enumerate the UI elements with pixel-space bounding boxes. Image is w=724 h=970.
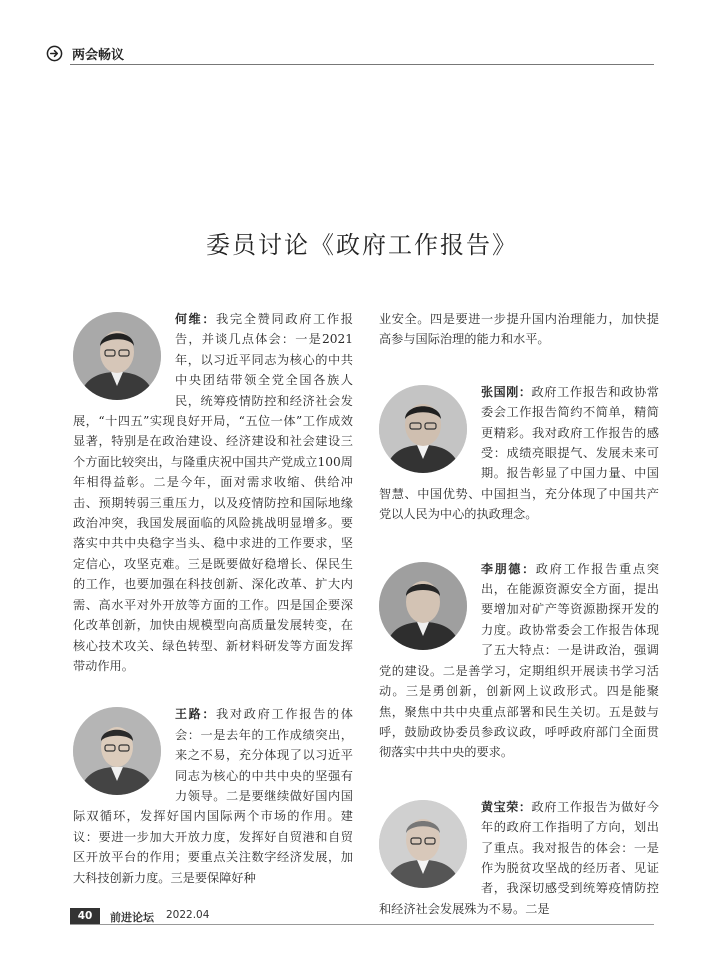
magazine-name: 前进论坛: [110, 911, 154, 924]
speaker-name: 王路：: [175, 707, 217, 722]
speaker-entry: [379, 559, 659, 763]
article-title: 委员讨论《政府工作报告》: [206, 231, 518, 259]
speaker-text: 政府工作报告和政协常委会工作报告简约不简单，精简更精彩。我对政府工作报告的感受：成绩亮眼提气、发展未来可期。报告彰显了中国力量、中国智慧、中国优势、中国担当，充分体现了中国共产党以人民为中心的执政理念。: [379, 384, 659, 522]
speaker-entry: [379, 797, 659, 919]
speaker-name: 张国刚：: [481, 384, 532, 399]
left-column: [73, 309, 353, 888]
continued-text: 业安全。四是要进一步提升国内治理能力，加快提高参与国际治理的能力和水平。: [379, 312, 659, 347]
portrait-photo: [379, 385, 467, 473]
arrow-circle-icon: [46, 45, 63, 62]
portrait-photo: [379, 800, 467, 888]
speaker-text: 政府工作报告重点突出，在能源资源安全方面，提出要增加对矿产等资源勘探开发的力度。政协常委会工作报告体现了五大特点：一是讲政治，强调党的建设。二是善学习，定期组织开展读书学习活动。三是勇创新，创新网上议政形式。四是能聚焦，聚焦中共中央重点部署和民生关切。五是鼓与呼，鼓励政协委员参政议政，呼呼政府部门全面贯彻落实中共中央的要求。: [379, 561, 659, 760]
portrait-photo: [73, 707, 161, 795]
speaker-entry: [73, 309, 353, 676]
speaker-name: 李朋德：: [481, 561, 536, 576]
portrait-photo: [73, 312, 161, 400]
speaker-text: 我对政府工作报告的体会：一是去年的工作成绩突出，来之不易，充分体现了以习近平同志为核心的中共中央的坚强有力领导。二是要继续做好国内国际双循环，发挥好国内国际两个市场的作用。建议：要进一步加大开放力度，发挥好自贸港和自贸区开放平台的作用；要重点关注数字经济发展，加大科技创新力度。三是要保障好种: [73, 707, 353, 885]
section-title: 两会畅议: [72, 48, 125, 63]
speaker-text: 政府工作报告为做好今年的政府工作指明了方向，划出了重点。我对报告的体会：一是作为脱贫攻坚战的经历者、见证者，我深切感受到统筹疫情防控和经济社会发展殊为不易。二是: [379, 799, 659, 916]
speaker-entry: [379, 382, 659, 525]
footer-rule: [70, 924, 654, 925]
portrait-photo: [379, 562, 467, 650]
right-column: [379, 309, 659, 919]
header-rule: [70, 64, 654, 65]
issue-date: 2022.04: [166, 909, 210, 921]
speaker-entry: [73, 704, 353, 888]
speaker-text: 我完全赞同政府工作报告，并谈几点体会：一是2021年，以习近平同志为核心的中共中央团结带领全党全国各族人民，统筹疫情防控和经济社会发展，“十四五”实现良好开局，“五位一体”工作成效显著，特别是在政治建设、经济建设和社会建设三个方面比较突出，与隆重庆祝中国共产党成立100周年相得益彰。二是今年，面对需求收缩、供给冲击、预期转弱三重压力，以及疫情防控和国际地缘政治冲突，我国发展面临的风险挑战明显增多。要落实中共中央稳字当头、稳中求进的工作要求，坚定信心，攻坚克难。三是既要做好稳增长、保民生的工作，也要加强在科技创新、深化改革、扩大内需、高水平对外开放等方面的工作。四是国企要深化改革创新，加快由规模型向高质量发展转变，在核心技术攻关、绿色转型、新材料研发等方面发挥带动作用。: [73, 312, 353, 673]
speaker-name: 何维：: [175, 312, 217, 326]
page-number: 40: [70, 908, 100, 924]
speaker-name: 黄宝荣：: [481, 799, 532, 814]
